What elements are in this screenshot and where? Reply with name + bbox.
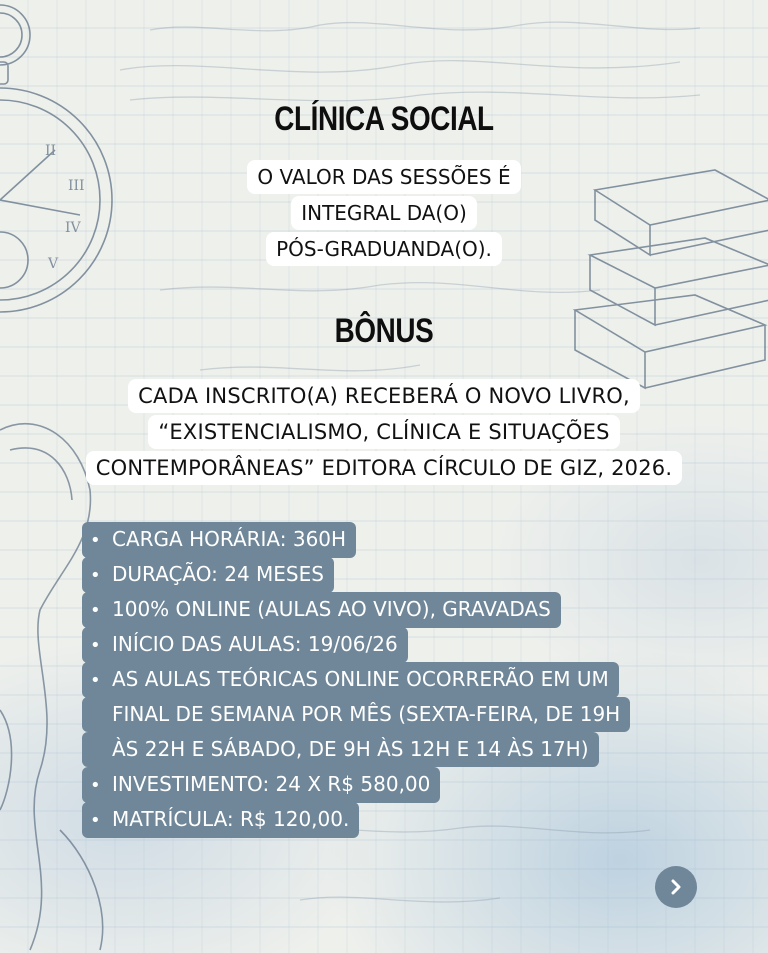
bonus-title: BÔNUS <box>334 312 434 350</box>
bonus-line: CONTEMPORÂNEAS” EDITORA CÍRCULO DE GIZ, 2026. <box>86 451 682 485</box>
list-item: • INVESTIMENTO: 24 X R$ 580,00 <box>82 767 630 802</box>
list-item-continuation: ÀS 22H E SÁBADO, DE 9H ÀS 12H E 14 ÀS 17H) <box>82 732 630 767</box>
svg-text:II: II <box>45 143 57 159</box>
list-item: • MATRÍCULA: R$ 120,00. <box>82 802 630 837</box>
chevron-right-icon <box>666 877 686 897</box>
social-line: O VALOR DAS SESSÕES É <box>247 160 520 194</box>
clinica-social-title: CLÍNICA SOCIAL <box>274 100 494 138</box>
bonus-line: CADA INSCRITO(A) RECEBERÁ O NOVO LIVRO, <box>128 379 640 413</box>
bonus-line: “EXISTENCIALISMO, CLÍNICA E SITUAÇÕES <box>148 415 619 449</box>
next-button[interactable] <box>655 866 697 908</box>
svg-text:III: III <box>68 178 85 194</box>
list-item: • AS AULAS TEÓRICAS ONLINE OCORRERÃO EM UM <box>82 662 630 697</box>
list-item: • CARGA HORÁRIA: 360H <box>82 522 630 557</box>
svg-text:V: V <box>48 256 59 272</box>
bonus-text <box>0 379 768 487</box>
list-item: • 100% ONLINE (AULAS AO VIVO), GRAVADAS <box>82 592 630 627</box>
list-item: • DURAÇÃO: 24 MESES <box>82 557 630 592</box>
svg-text:IV: IV <box>65 220 81 236</box>
social-line: PÓS-GRADUANDA(O). <box>266 232 502 266</box>
social-line: INTEGRAL DA(O) <box>291 196 477 230</box>
list-item: • INÍCIO DAS AULAS: 19/06/26 <box>82 627 630 662</box>
course-details-list <box>82 522 630 837</box>
clinica-social-text <box>0 160 768 268</box>
list-item-continuation: FINAL DE SEMANA POR MÊS (SEXTA-FEIRA, DE 19H <box>82 697 630 732</box>
